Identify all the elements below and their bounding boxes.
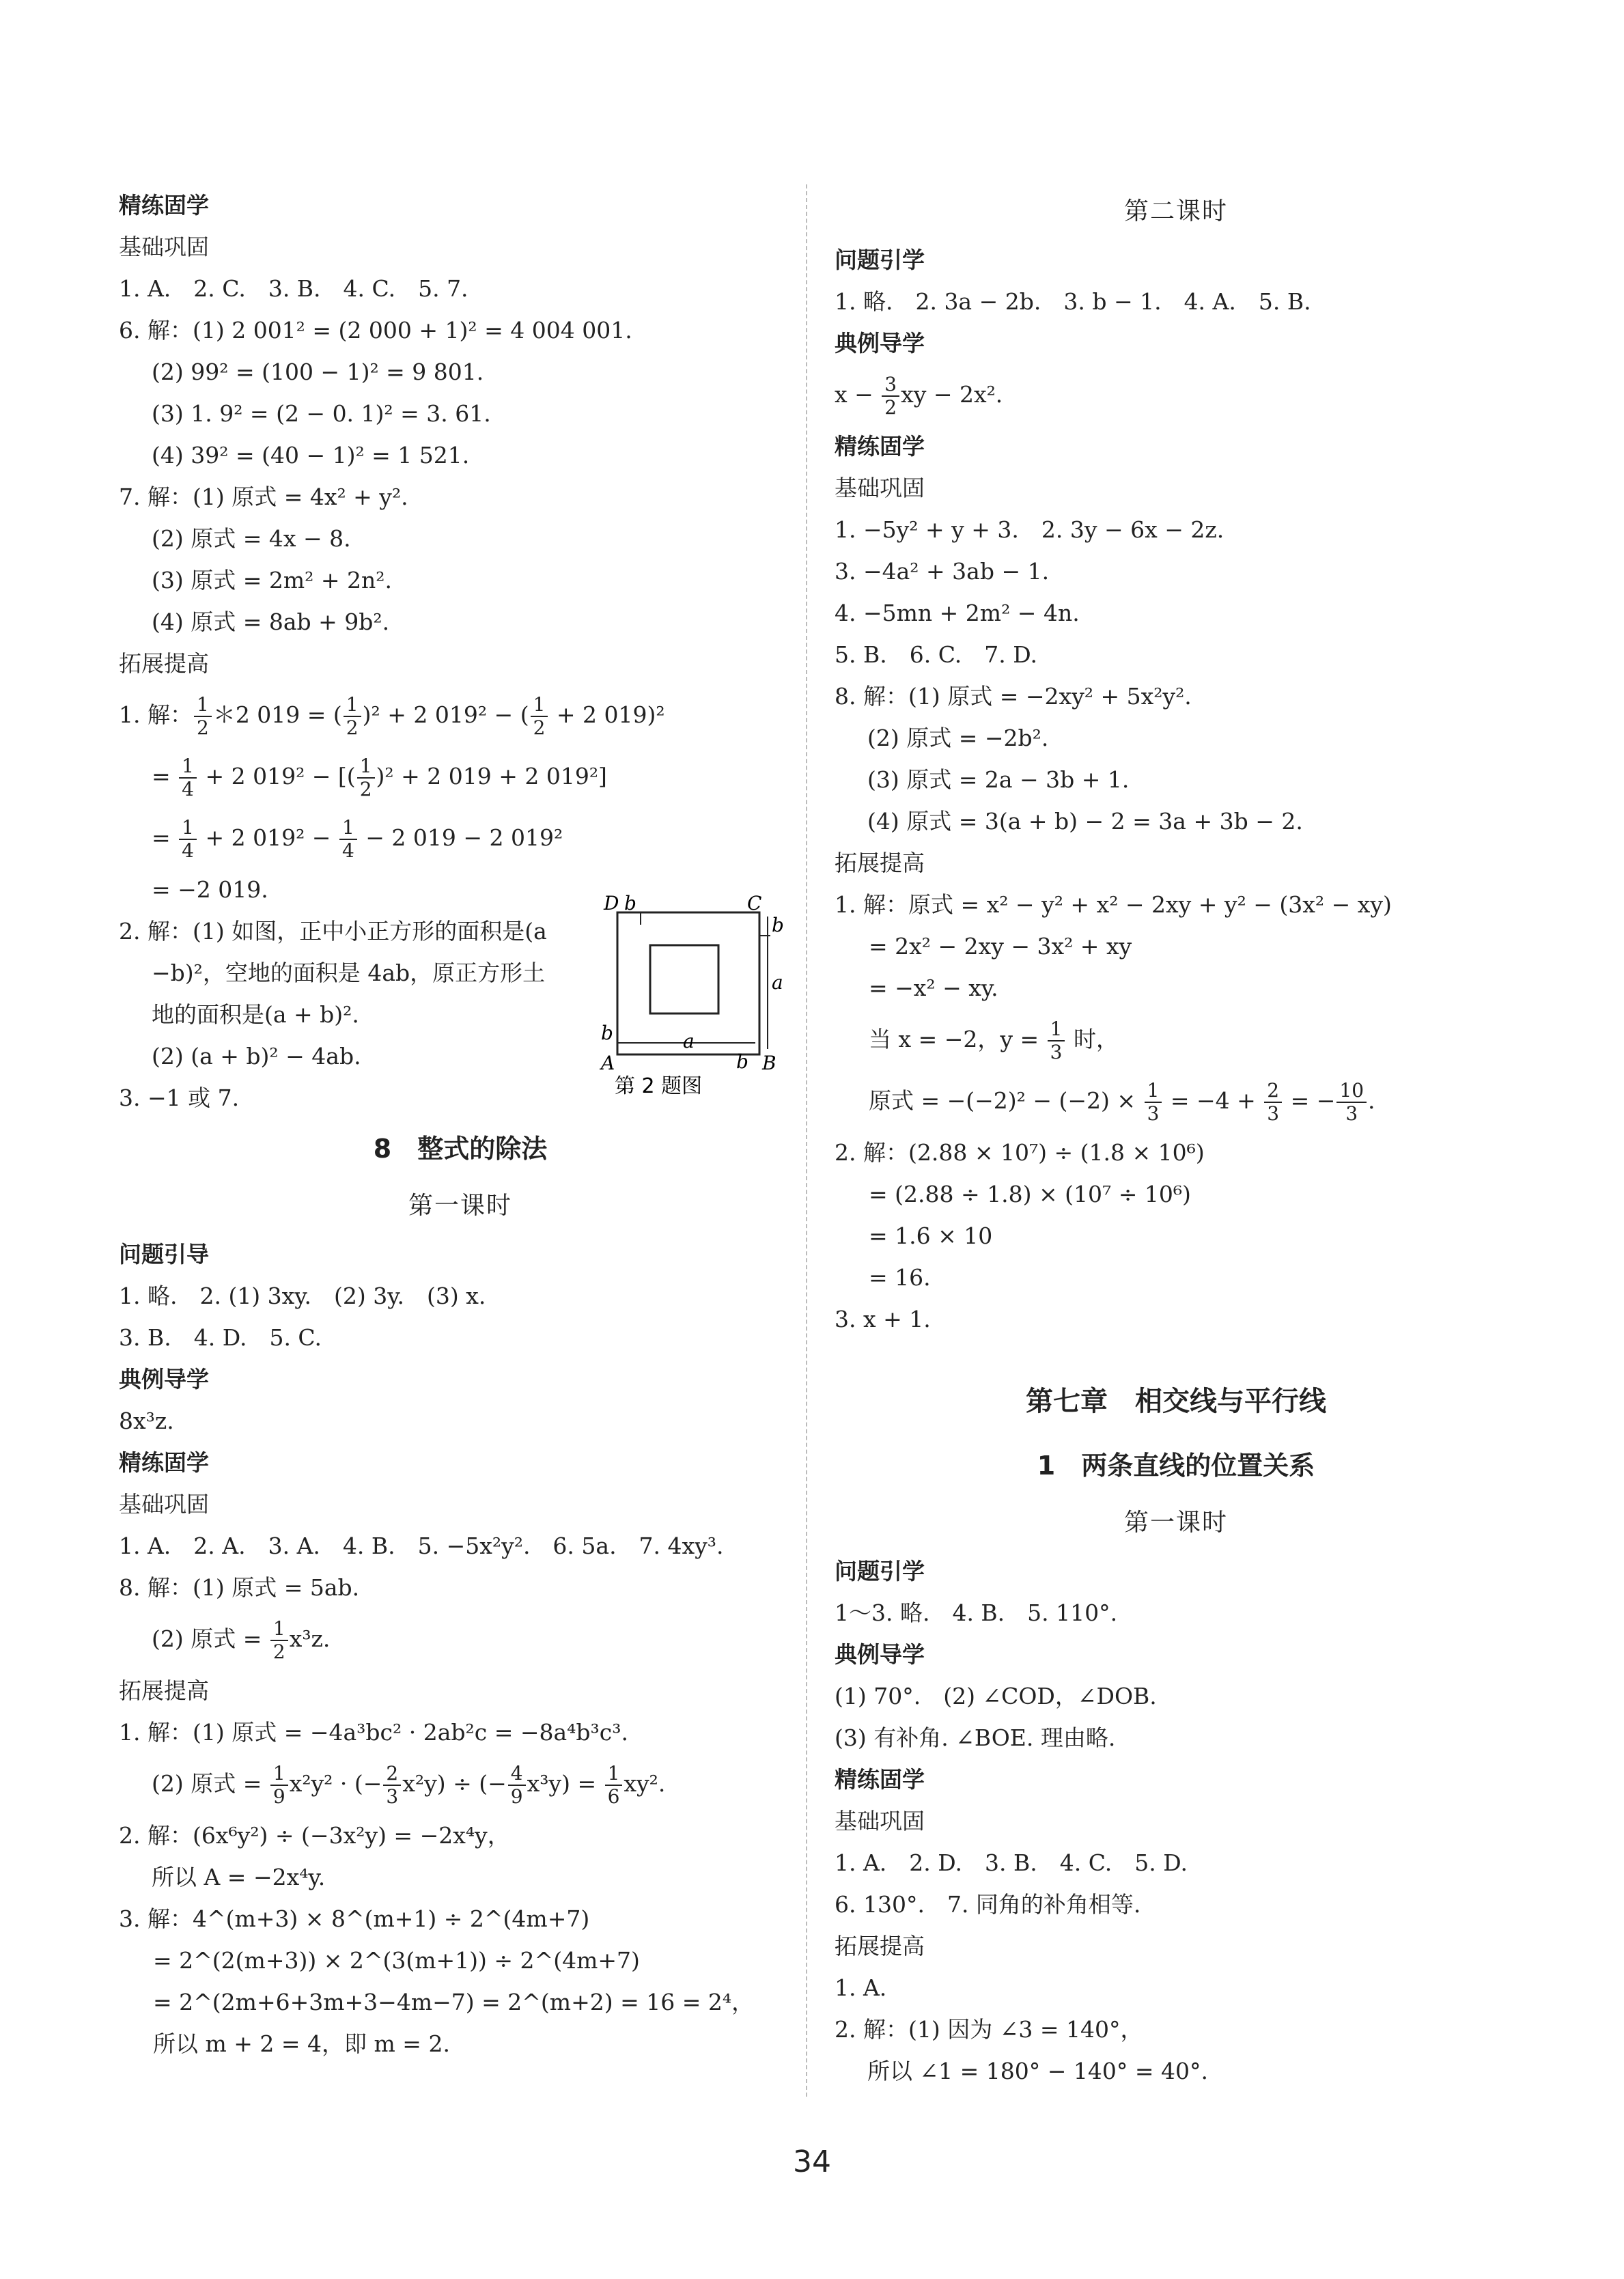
answer-line: = 2^(2m+6+3m+3−4m−7) = 2^(m+2) = 16 = 2⁴，: [153, 1989, 755, 2015]
section-heading: 问题引学: [835, 247, 925, 273]
fraction: $\frac{1}{3}$: [1145, 1080, 1162, 1125]
answer-line: 1～3. 略. 4. B. 5. 110°.: [835, 1599, 1118, 1626]
section-heading: 问题引学: [835, 1558, 925, 1584]
fraction: $\frac{3}{2}$: [882, 374, 899, 419]
answer-line: 所以 A = −2x⁴y.: [152, 1864, 326, 1890]
answer-line: (2) 原式 = −2b².: [867, 725, 1049, 751]
answer-line: = −2 019.: [152, 876, 268, 903]
equation-line: = $\frac{1}{4}$ + 2 019² − $\frac{1}{4}$ − 2 019 − 2 019²: [152, 816, 563, 862]
section-heading: 典例导学: [119, 1366, 209, 1393]
answer-line: 1. A. 2. A. 3. A. 4. B. 5. −5x²y². 6. 5a. 7. 4xy³.: [119, 1533, 724, 1559]
lesson-title: 8 整式的除法: [373, 1134, 548, 1164]
answer-line: = 2x² − 2xy − 3x² + xy: [869, 933, 1132, 960]
fraction: $\frac{1}{2}$: [194, 694, 212, 739]
lesson-title: 1 两条直线的位置关系: [1037, 1451, 1315, 1481]
subsection-heading: 拓展提高: [119, 650, 209, 677]
answer-line: (2) 99² = (100 − 1)² = 9 801.: [152, 359, 484, 385]
column-divider: [806, 184, 807, 2097]
label-b: b: [736, 1050, 748, 1073]
fraction: $\frac{1}{6}$: [605, 1763, 623, 1808]
answer-line: (4) 原式 = 3(a + b) − 2 = 3a + 3b − 2.: [867, 808, 1303, 835]
fraction: $\frac{1}{2}$: [270, 1618, 288, 1663]
answer-line: (4) 原式 = 8ab + 9b².: [152, 609, 390, 635]
answer-line: 3. x + 1.: [835, 1306, 931, 1332]
subsection-heading: 拓展提高: [835, 1933, 925, 1959]
answer-line: (2) 原式 = 4x − 8.: [152, 525, 351, 552]
answer-line: 3. 解：4^(m+3) × 8^(m+1) ÷ 2^(4m+7): [119, 1905, 590, 1932]
label-a: a: [683, 1030, 695, 1052]
subsection-heading: 基础巩固: [119, 234, 209, 260]
section-heading: 问题引导: [119, 1241, 209, 1268]
fraction: $\frac{1}{4}$: [339, 817, 357, 862]
answer-line: 1. A. 2. C. 3. B. 4. C. 5. 7.: [119, 275, 468, 302]
answer-line: 4. −5mn + 2m² − 4n.: [835, 600, 1080, 626]
subsection-heading: 拓展提高: [835, 850, 925, 876]
period-title: 第一课时: [408, 1192, 512, 1220]
equation-line: x − $\frac{3}{2}$ xy − 2x².: [835, 373, 1003, 419]
answer-line: (3) 原式 = 2a − 3b + 1.: [867, 766, 1130, 793]
equation-line: (2) 原式 = $\frac{1}{2}$ x³z.: [152, 1617, 331, 1663]
answer-line: 3. B. 4. D. 5. C.: [119, 1324, 322, 1351]
label-a-point: A: [601, 1052, 615, 1074]
answer-line: 6. 解：(1) 2 001² = (2 000 + 1)² = 4 004 001.: [119, 317, 632, 344]
answer-line: 地的面积是(a + b)².: [152, 1001, 359, 1028]
fraction: $\frac{1}{4}$: [179, 817, 197, 862]
answer-line: (3) 有补角. ∠BOE. 理由略.: [835, 1724, 1116, 1751]
section-heading: 典例导学: [835, 330, 925, 356]
answer-line: (1) 70°. (2) ∠COD，∠DOB.: [835, 1683, 1157, 1709]
answer-line: 2. 解：(1) 因为 ∠3 = 140°，: [835, 2016, 1143, 2043]
equation-line: 当 x = −2，y = $\frac{1}{3}$ 时，: [869, 1018, 1119, 1063]
right-column: [835, 184, 1517, 2092]
fraction: $\frac{1}{2}$: [531, 694, 548, 739]
answer-line: 1. A. 2. D. 3. B. 4. C. 5. D.: [835, 1849, 1188, 1876]
answer-line: 3. −4a² + 3ab − 1.: [835, 558, 1050, 585]
answer-line: 8. 解：(1) 原式 = −2xy² + 5x²y².: [835, 683, 1192, 710]
label-c: C: [747, 892, 762, 914]
answer-line: = −x² − xy.: [869, 975, 998, 1001]
left-column: [119, 184, 802, 2065]
answer-line: 1. 略. 2. (1) 3xy. (2) 3y. (3) x.: [119, 1283, 486, 1309]
section-heading: 精练固学: [119, 1449, 209, 1476]
page-number: 34: [793, 2144, 831, 2179]
answer-line: 2. 解：(2.88 × 10⁷) ÷ (1.8 × 10⁶): [835, 1139, 1205, 1166]
answer-line: −b)²，空地的面积是 4ab，原正方形土: [152, 960, 546, 986]
subsection-heading: 基础巩固: [835, 475, 925, 501]
fraction: $\frac{2}{3}$: [383, 1763, 401, 1808]
answer-line: 1. 略. 2. 3a − 2b. 3. b − 1. 4. A. 5. B.: [835, 288, 1311, 315]
fraction: $\frac{1}{2}$: [357, 755, 375, 800]
equation-line: 1. 解： $\frac{1}{2}$ ＊2 019 = ( $\frac{1}{2}$ )² + 2 019² − ( $\frac{1}{2}$ + 2 019)²: [119, 693, 665, 739]
answer-line: (3) 原式 = 2m² + 2n².: [152, 567, 392, 593]
inner-square: [650, 945, 718, 1013]
answer-line: 1. 解：(1) 原式 = −4a³bc² · 2ab²c = −8a⁴b³c³.: [119, 1719, 628, 1746]
answer-line: (3) 1. 9² = (2 − 0. 1)² = 3. 61.: [152, 400, 491, 427]
answer-line: = (2.88 ÷ 1.8) × (10⁷ ÷ 10⁶): [869, 1181, 1191, 1207]
subsection-heading: 基础巩固: [119, 1491, 209, 1518]
subsection-heading: 拓展提高: [119, 1677, 209, 1704]
answer-line: 8x³z.: [119, 1408, 174, 1434]
answer-line: 7. 解：(1) 原式 = 4x² + y².: [119, 484, 408, 510]
fraction: $\frac{10}{3}$: [1336, 1080, 1367, 1125]
answer-line: 所以 m + 2 = 4，即 m = 2.: [153, 2030, 450, 2057]
label-b-point: B: [762, 1052, 776, 1074]
period-title: 第一课时: [1123, 1509, 1228, 1537]
fraction: $\frac{4}{9}$: [508, 1763, 526, 1808]
figure-caption: 第 2 题图: [615, 1074, 703, 1098]
equation-line: (2) 原式 = $\frac{1}{9}$ x²y² · (− $\frac{2}{3}$ x²y) ÷ (− $\frac{4}{9}$ x³y) = $\frac{1}{6}$ xy².: [152, 1762, 666, 1808]
subsection-heading: 基础巩固: [835, 1808, 925, 1834]
fraction: $\frac{1}{2}$: [344, 694, 361, 739]
answer-line: 3. −1 或 7.: [119, 1085, 240, 1111]
equation-line: 原式 = −(−2)² − (−2) × $\frac{1}{3}$ = −4 + $\frac{2}{3}$ = − $\frac{10}{3}$ .: [869, 1079, 1375, 1125]
label-b: b: [601, 1022, 613, 1044]
label-b: b: [624, 892, 636, 914]
period-title: 第二课时: [1123, 197, 1228, 225]
section-heading: 精练固学: [119, 192, 209, 219]
answer-line: = 16.: [869, 1264, 931, 1291]
fraction: $\frac{2}{3}$: [1264, 1080, 1282, 1125]
answer-line: 1. A.: [835, 1974, 887, 2001]
chapter-title: 第七章 相交线与平行线: [1026, 1386, 1326, 1417]
label-a: a: [772, 971, 783, 994]
answer-line: 2. 解：(6x⁶y²) ÷ (−3x²y) = −2x⁴y，: [119, 1822, 510, 1849]
answer-line: (2) (a + b)² − 4ab.: [152, 1043, 361, 1069]
section-heading: 精练固学: [835, 1766, 925, 1793]
equation-line: = $\frac{1}{4}$ + 2 019² − [( $\frac{1}{2}$ )² + 2 019 + 2 019²]: [152, 755, 607, 800]
fraction: $\frac{1}{3}$: [1048, 1018, 1065, 1063]
label-b: b: [772, 914, 784, 936]
answer-line: = 2^(2(m+3)) × 2^(3(m+1)) ÷ 2^(4m+7): [153, 1947, 640, 1974]
fraction: $\frac{1}{4}$: [179, 755, 197, 800]
answer-line: 1. −5y² + y + 3. 2. 3y − 6x − 2z.: [835, 516, 1224, 543]
answer-line: 6. 130°. 7. 同角的补角相等.: [835, 1891, 1141, 1918]
answer-line: 5. B. 6. C. 7. D.: [835, 641, 1037, 668]
square-diagram: [596, 889, 787, 1101]
section-heading: 典例导学: [835, 1641, 925, 1668]
answer-line: 2. 解：(1) 如图，正中小正方形的面积是(a: [119, 918, 547, 945]
fraction: $\frac{1}{9}$: [270, 1763, 288, 1808]
answer-line: 所以 ∠1 = 180° − 140° = 40°.: [867, 2058, 1208, 2084]
label-d: D: [604, 892, 619, 914]
answer-line: 8. 解：(1) 原式 = 5ab.: [119, 1574, 360, 1601]
answer-line: = 1.6 × 10: [869, 1222, 993, 1249]
answer-line: 1. 解：原式 = x² − y² + x² − 2xy + y² − (3x² − xy): [835, 891, 1392, 918]
answer-line: (4) 39² = (40 − 1)² = 1 521.: [152, 442, 470, 469]
section-heading: 精练固学: [835, 433, 925, 460]
